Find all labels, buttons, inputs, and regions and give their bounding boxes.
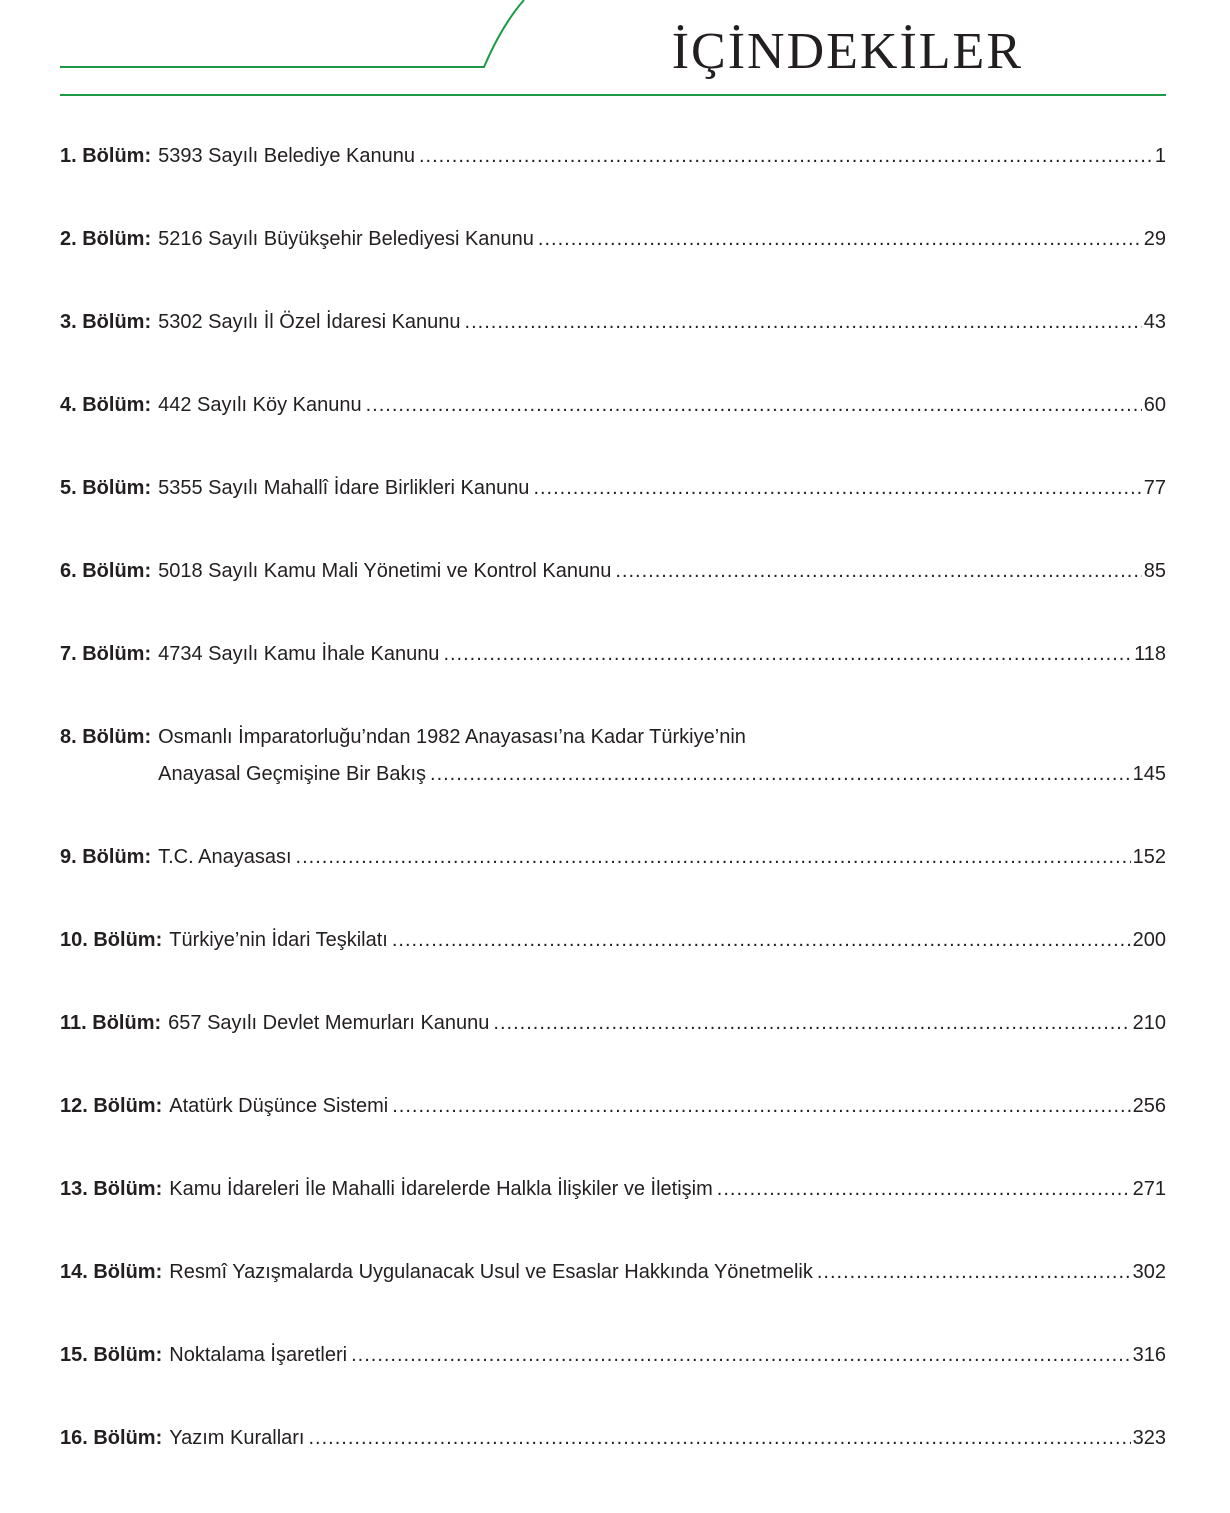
toc-entry[interactable] bbox=[60, 138, 1166, 221]
chapter-label: 16. Bölüm: bbox=[60, 1427, 163, 1449]
page-number: 316 bbox=[1132, 1344, 1166, 1366]
dot-leader bbox=[493, 1005, 1130, 1042]
chapter-title: 5393 Sayılı Belediye Kanunu bbox=[158, 145, 415, 167]
page-number: 29 bbox=[1143, 228, 1166, 250]
page-number: 118 bbox=[1134, 643, 1166, 665]
header-decoration bbox=[0, 0, 1230, 110]
chapter-title: 5018 Sayılı Kamu Mali Yönetimi ve Kontrol Kanunu bbox=[158, 560, 612, 582]
dot-leader bbox=[533, 470, 1141, 507]
chapter-label: 2. Bölüm: bbox=[60, 228, 152, 250]
table-of-contents bbox=[60, 138, 1166, 1503]
page-number: 1 bbox=[1154, 145, 1166, 167]
chapter-label: 15. Bölüm: bbox=[60, 1344, 163, 1366]
toc-entry[interactable] bbox=[60, 1088, 1166, 1171]
toc-entry[interactable] bbox=[60, 636, 1166, 719]
toc-entry[interactable] bbox=[60, 719, 1166, 839]
page-number: 43 bbox=[1143, 311, 1166, 333]
toc-entry[interactable] bbox=[60, 1171, 1166, 1254]
dot-leader bbox=[419, 138, 1153, 175]
dot-leader bbox=[717, 1171, 1131, 1208]
chapter-label: 3. Bölüm: bbox=[60, 311, 152, 333]
toc-entry[interactable] bbox=[60, 839, 1166, 922]
chapter-title: 4734 Sayılı Kamu İhale Kanunu bbox=[158, 643, 440, 665]
chapter-title: Resmî Yazışmalarda Uygulanacak Usul ve Esaslar Hakkında Yönetmelik bbox=[169, 1261, 813, 1283]
page-number: 85 bbox=[1143, 560, 1166, 582]
page-number: 152 bbox=[1132, 846, 1166, 868]
toc-entry[interactable] bbox=[60, 922, 1166, 1005]
page-number: 60 bbox=[1143, 394, 1166, 416]
page-number: 323 bbox=[1132, 1427, 1166, 1449]
chapter-label: 4. Bölüm: bbox=[60, 394, 152, 416]
page-number: 256 bbox=[1132, 1095, 1166, 1117]
dot-leader bbox=[351, 1337, 1131, 1374]
chapter-title: 442 Sayılı Köy Kanunu bbox=[158, 394, 362, 416]
dot-leader bbox=[392, 1088, 1130, 1125]
chapter-title: 5355 Sayılı Mahallî İdare Birlikleri Kanunu bbox=[158, 477, 530, 499]
chapter-label: 12. Bölüm: bbox=[60, 1095, 163, 1117]
chapter-label: 8. Bölüm: bbox=[60, 726, 152, 748]
toc-entry[interactable] bbox=[60, 553, 1166, 636]
toc-entry[interactable] bbox=[60, 304, 1166, 387]
chapter-title: 5216 Sayılı Büyükşehir Belediyesi Kanunu bbox=[158, 228, 534, 250]
toc-entry[interactable] bbox=[60, 1254, 1166, 1337]
page-number: 145 bbox=[1132, 763, 1166, 785]
dot-leader bbox=[443, 636, 1132, 673]
dot-leader bbox=[430, 756, 1131, 793]
chapter-label: 1. Bölüm: bbox=[60, 145, 152, 167]
dot-leader bbox=[392, 922, 1131, 959]
dot-leader bbox=[615, 553, 1141, 590]
chapter-label: 6. Bölüm: bbox=[60, 560, 152, 582]
toc-entry[interactable] bbox=[60, 1420, 1166, 1503]
toc-entry[interactable] bbox=[60, 470, 1166, 553]
chapter-title: T.C. Anayasası bbox=[158, 846, 292, 868]
page-number: 77 bbox=[1143, 477, 1166, 499]
toc-entry[interactable] bbox=[60, 221, 1166, 304]
page-number: 200 bbox=[1132, 929, 1166, 951]
chapter-title-continued: Anayasal Geçmişine Bir Bakış bbox=[158, 763, 427, 785]
chapter-title: Noktalama İşaretleri bbox=[169, 1344, 348, 1366]
chapter-title: Atatürk Düşünce Sistemi bbox=[169, 1095, 389, 1117]
dot-leader bbox=[817, 1254, 1131, 1291]
chapter-title: 657 Sayılı Devlet Memurları Kanunu bbox=[168, 1012, 490, 1034]
chapter-label: 5. Bölüm: bbox=[60, 477, 152, 499]
dot-leader bbox=[465, 304, 1142, 341]
chapter-title: Kamu İdareleri İle Mahalli İdarelerde Halkla İlişkiler ve İletişim bbox=[169, 1178, 713, 1200]
dot-leader bbox=[308, 1420, 1130, 1457]
chapter-label: 14. Bölüm: bbox=[60, 1261, 163, 1283]
page-title: İÇİNDEKİLER bbox=[671, 23, 1023, 80]
dot-leader bbox=[366, 387, 1142, 424]
chapter-label: 7. Bölüm: bbox=[60, 643, 152, 665]
toc-entry[interactable] bbox=[60, 387, 1166, 470]
dot-leader bbox=[538, 221, 1142, 258]
toc-entry[interactable] bbox=[60, 1337, 1166, 1420]
page-number: 210 bbox=[1132, 1012, 1166, 1034]
toc-entry[interactable] bbox=[60, 1005, 1166, 1088]
chapter-title: Yazım Kuralları bbox=[169, 1427, 305, 1449]
chapter-title: 5302 Sayılı İl Özel İdaresi Kanunu bbox=[158, 311, 461, 333]
page-number: 271 bbox=[1132, 1178, 1166, 1200]
chapter-label: 13. Bölüm: bbox=[60, 1178, 163, 1200]
chapter-label: 11. Bölüm: bbox=[60, 1012, 162, 1034]
chapter-title: Türkiye’nin İdari Teşkilatı bbox=[169, 929, 388, 951]
header-curve-line bbox=[60, 0, 524, 67]
chapter-label: 10. Bölüm: bbox=[60, 929, 163, 951]
dot-leader bbox=[296, 839, 1131, 876]
page-number: 302 bbox=[1132, 1261, 1166, 1283]
chapter-title: Osmanlı İmparatorluğu’ndan 1982 Anayasası’na Kadar Türkiye’nin bbox=[158, 726, 746, 748]
chapter-label: 9. Bölüm: bbox=[60, 846, 152, 868]
